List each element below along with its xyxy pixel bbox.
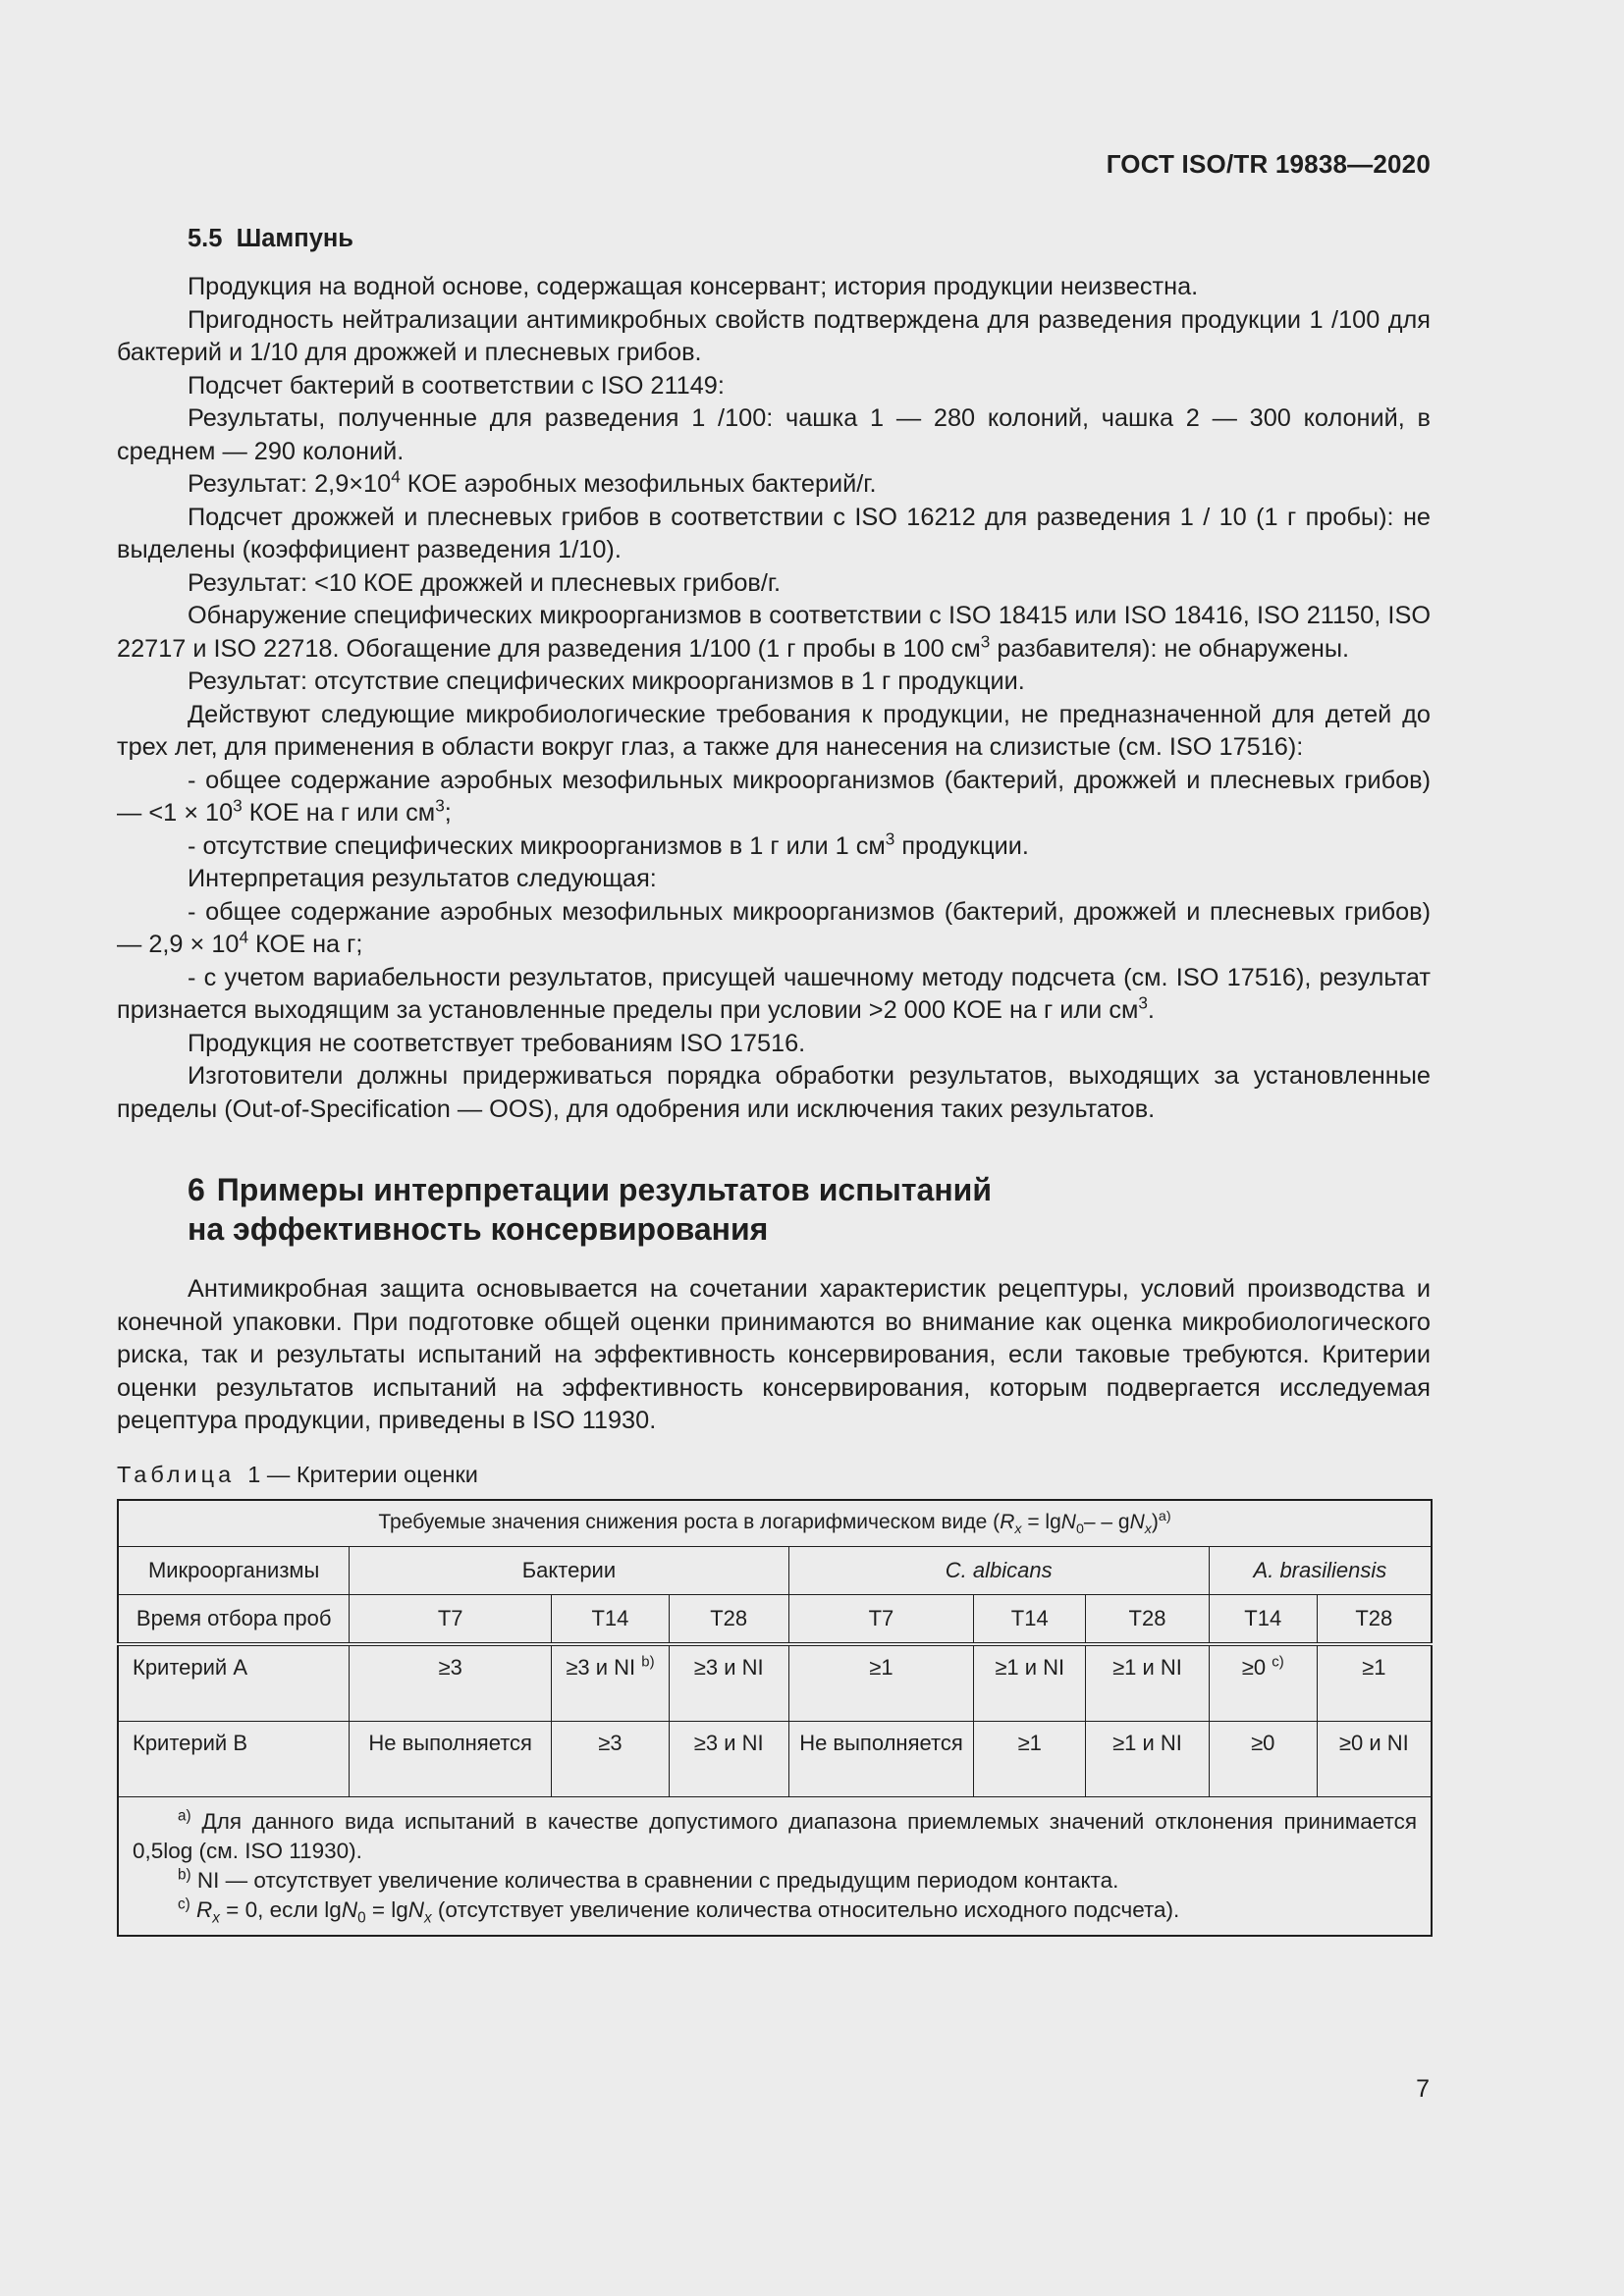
paragraph: Действуют следующие микробиологические требования к продукции, не предназначенной для детей до трех лет, для применения в области вокруг глаз, а также для нанесения на слизистые (см. ISO 17516): [117, 700, 1431, 761]
section-title-line2: на эффективность консервирования [188, 1211, 769, 1247]
page-content [117, 222, 1431, 1937]
list-item: - с учетом вариабельности результатов, присущей чашечному методу подсчета (см. ISO 17516), результат признается выходящим за установленные пределы при условии >2 000 КОЕ на г или $см^3$. [117, 963, 1431, 1024]
header-cell: Время отбора проб [118, 1594, 350, 1644]
criteria-table [117, 1499, 1433, 1937]
table-caption-text: 1 — Критерии оценки [247, 1461, 478, 1487]
paragraph: Подсчет дрожжей и плесневых грибов в соответствии с ISO 16212 для разведения 1 / 10 (1 г пробы): не выделены (коэффициент разведения 1/10). [117, 503, 1431, 563]
table-cell: ≥0 и NI [1317, 1721, 1432, 1796]
paragraph: Результат: отсутствие специфических микроорганизмов в 1 г продукции. [188, 667, 1025, 695]
footnote-b: $^{b)}$ NI — отсутствует увеличение количества в сравнении с предыдущим периодом контакта. [178, 1866, 1119, 1893]
header-cell: Микроорганизмы [118, 1546, 350, 1594]
paragraph: Пригодность нейтрализации антимикробных свойств подтверждена для разведения продукции 1 /100 для бактерий и 1/10 для дрожжей и плесневых грибов. [117, 305, 1431, 366]
paragraph: Продукция на водной основе, содержащая консервант; история продукции неизвестна. [188, 273, 1199, 300]
table-cell: ≥0 [1209, 1721, 1317, 1796]
footnote-a: $^{a)}$ Для данного вида испытаний в качестве допустимого диапазона приемлемых значений отклонения принимается 0,5log (см. ISO 11930). [133, 1807, 1417, 1863]
section-title-line1: Примеры интерпретации результатов испытаний [216, 1172, 992, 1207]
table-cell: ≥0 $^{c)}$ [1209, 1644, 1317, 1722]
table-cell: ≥1 и NI [1086, 1644, 1210, 1722]
list-item: - общее содержание аэробных мезофильных микроорганизмов (бактерий, дрожжей и плесневых грибов) — $2,9 \times 10^4$ КОЕ на г; [117, 897, 1431, 958]
section-number: 6 [188, 1172, 205, 1207]
list-item: - отсутствие специфических микроорганизмов в 1 г или 1 $см^3$ продукции. [188, 828, 1029, 860]
header-cell: T28 [1086, 1594, 1210, 1644]
table-row [118, 1721, 1432, 1796]
list-item: - общее содержание аэробных мезофильных микроорганизмов (бактерий, дрожжей и плесневых грибов) — $<1 \times 10^3$ КОЕ на г или $см^3$; [117, 766, 1431, 827]
header-cell: T7 [350, 1594, 552, 1644]
header-cell: T14 [552, 1594, 670, 1644]
header-cell: T7 [788, 1594, 974, 1644]
table-cell: Не выполняется [350, 1721, 552, 1796]
table-cell: ≥1 [788, 1644, 974, 1722]
document-id-header: ГОСТ ISO/TR 19838—2020 [1106, 149, 1431, 179]
table-cell: ≥3 и NI $^{b)}$ [552, 1644, 670, 1722]
table-cell: ≥1 и NI [1086, 1721, 1210, 1796]
table-cell: Не выполняется [788, 1721, 974, 1796]
table-cell: ≥1 и NI [974, 1644, 1086, 1722]
header-cell: A. brasiliensis [1209, 1546, 1432, 1594]
paragraph: Обнаружение специфических микроорганизмов в соответствии с ISO 18415 или ISO 18416, ISO 21150, ISO 22717 и ISO 22718. Обогащение для разведения 1/100 (1 г пробы в 100 $см^3$ разбавителя): не обнаружены. [117, 602, 1431, 663]
table-cell: ≥1 [1317, 1644, 1432, 1722]
header-cell: Бактерии [350, 1546, 788, 1594]
header-cell: T28 [669, 1594, 788, 1644]
paragraph: Результаты, полученные для разведения 1 /100: чашка 1 — 280 колоний, чашка 2 — 300 колоний, в среднем — 290 колоний. [117, 404, 1431, 465]
paragraph: Продукция не соответствует требованиям ISO 17516. [188, 1029, 806, 1057]
table-row [118, 1644, 1432, 1722]
row-label: Критерий А [118, 1644, 350, 1722]
table-caption [117, 1460, 1431, 1489]
header-cell: T28 [1317, 1594, 1432, 1644]
paragraph: Результат: <10 КОЕ дрожжей и плесневых грибов/г. [188, 568, 782, 597]
page-number: 7 [1416, 2075, 1430, 2103]
section-5-5-heading [188, 222, 1431, 255]
paragraph: Интерпретация результатов следующая: [188, 865, 657, 892]
section-number: 5.5 [188, 225, 223, 252]
table-cell: ≥1 [974, 1721, 1086, 1796]
section-title: Шампунь [236, 225, 353, 252]
table-cell: ≥3 [552, 1721, 670, 1796]
header-cell: T14 [974, 1594, 1086, 1644]
row-label: Критерий В [118, 1721, 350, 1796]
table-caption-word: Таблица [117, 1461, 236, 1487]
paragraph: Изготовители должны придерживаться порядка обработки результатов, выходящих за установленные пределы (Out-of-Specification — OOS), для одобрения или исключения таких результатов. [117, 1062, 1431, 1123]
table-title: Требуемые значения снижения роста в логарифмическом виде $(R_x = \lg N_0- - gN_x)^{a)}$ [118, 1500, 1432, 1547]
table-cell: ≥3 и NI [669, 1644, 788, 1722]
table-footnotes [118, 1796, 1432, 1936]
footnote-c: $^{c)}$ $R_x = 0$, если lgN$_0$ = lgN$_x$ (отсутствует увеличение количества относительно исходного подсчета). [178, 1896, 1180, 1926]
paragraph: Результат: $2,9\times 10^4$ КОЕ аэробных мезофильных бактерий/г. [188, 466, 877, 498]
paragraph: Подсчет бактерий в соответствии с ISO 21149: [188, 371, 725, 400]
table-cell: ≥3 [350, 1644, 552, 1722]
header-cell: T14 [1209, 1594, 1317, 1644]
section-6-heading [188, 1170, 1431, 1249]
header-cell: C. albicans [788, 1546, 1209, 1594]
table-cell: ≥3 и NI [669, 1721, 788, 1796]
paragraph: Антимикробная защита основывается на сочетании характеристик рецептуры, условий производства и конечной упаковки. При подготовке общей оценки принимаются во внимание как оценка микробиологического риска, так и результаты испытаний на эффективность консервирования, если таковые требуются. Критерии оценки результатов испытаний на эффективность консервирования, которым подвергается исследуемая рецептура продукции, приведены в ISO 11930. [117, 1275, 1431, 1434]
